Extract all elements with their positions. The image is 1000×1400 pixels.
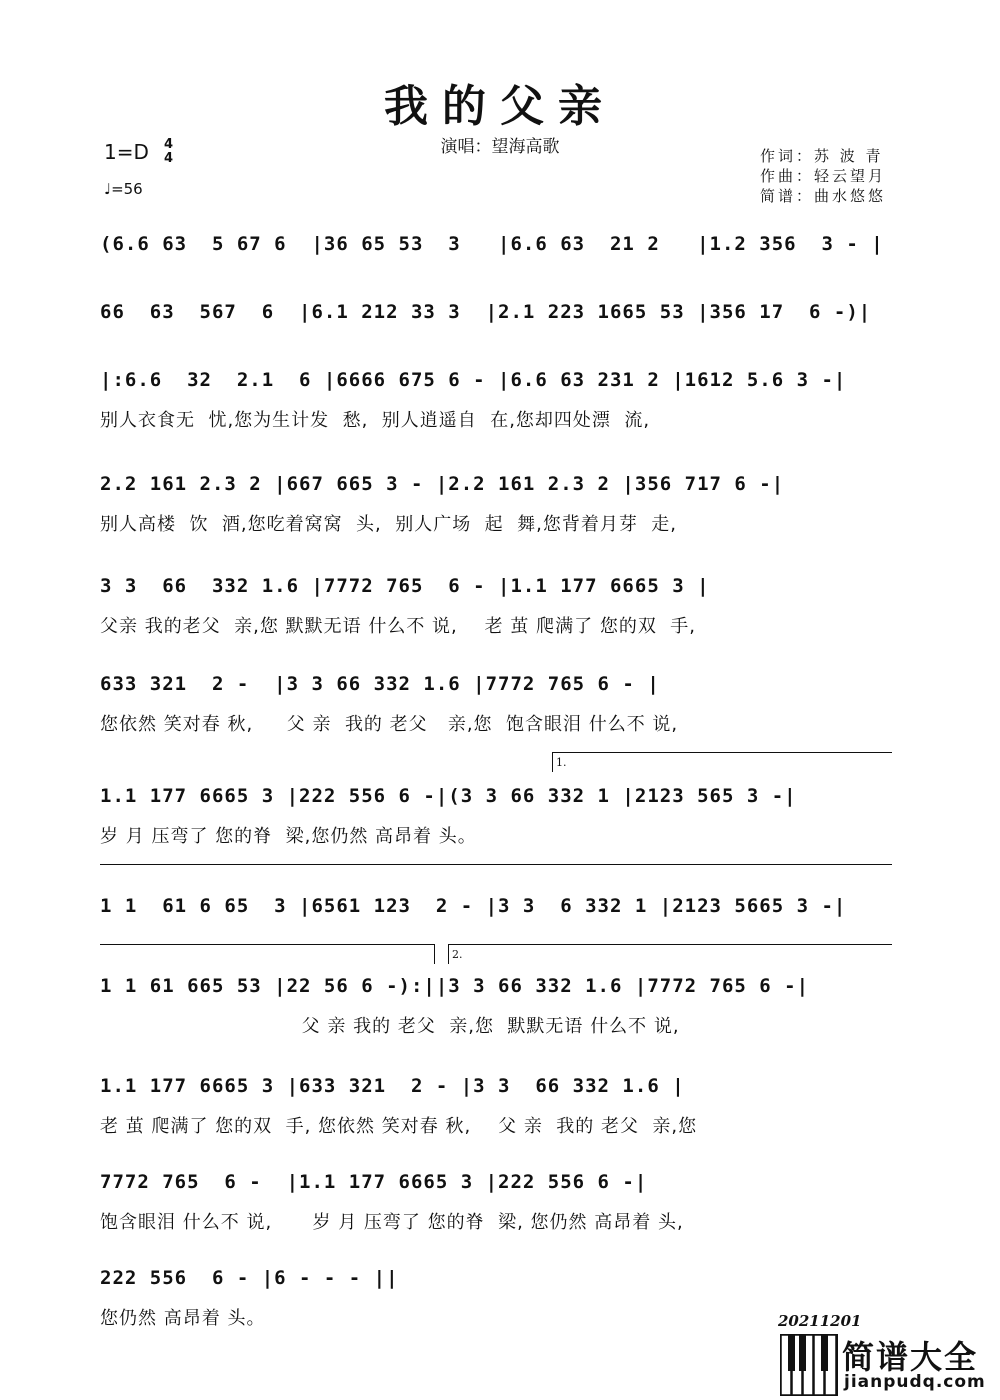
time-signature-bottom: 4 xyxy=(164,151,174,166)
composer-credit: 作曲：轻云望月 xyxy=(760,167,887,185)
score-row-6 xyxy=(100,670,900,735)
lyric-line: 岁 月 压弯了 您的脊 梁,您仍然 高昂着 头。 xyxy=(100,826,477,847)
notation-line: |:6.6 32 2.1 6 |6666 675 6 - |6.6 63 231 2 |1612 5.6 3 -| xyxy=(100,369,847,391)
volta-bracket-1-end-edge xyxy=(434,944,435,964)
score-row-9 xyxy=(100,972,900,1037)
lyric-line: 别人衣食无 忧,您为生计发 愁, 别人逍遥自 在,您却四处漂 流, xyxy=(100,410,651,431)
notation-line: 3 3 66 332 1.6 |7772 765 6 - |1.1 177 6665 3 | xyxy=(100,575,710,597)
notation-line: 222 556 6 - |6 - - - || xyxy=(100,1267,399,1289)
volta-label-1: 1. xyxy=(556,756,567,769)
time-signature xyxy=(164,138,173,166)
notation-line: 66 63 567 6 |6.1 212 33 3 |2.1 223 1665 53 |356 17 6 -)| xyxy=(100,301,872,323)
lyric-line: 您依然 笑对春 秋, 父 亲 我的 老父 亲,您 饱含眼泪 什么不 说, xyxy=(100,714,679,735)
piano-keys-icon xyxy=(780,1334,838,1396)
score-row-1 xyxy=(100,230,900,266)
score-row-3 xyxy=(100,366,900,431)
notation-line: 7772 765 6 - |1.1 177 6665 3 |222 556 6 -| xyxy=(100,1171,648,1193)
volta-bracket-2-edge xyxy=(448,944,449,964)
score-row-2 xyxy=(100,298,900,334)
volta-bracket-1-continued xyxy=(100,864,892,865)
lyric-line: 您仍然 高昂着 头。 xyxy=(100,1308,266,1329)
lyric-line: 别人高楼 饮 酒,您吃着窝窝 头, 别人广场 起 舞,您背着月芽 走, xyxy=(100,514,677,535)
logo-url[interactable]: jianpudq.com xyxy=(844,1372,986,1392)
volta-bracket-1 xyxy=(552,752,892,753)
volta-bracket-1-edge xyxy=(552,752,553,772)
singer-credit: 演唱：望海高歌 xyxy=(440,137,560,157)
volta-label-2: 2. xyxy=(452,948,463,961)
logo-text: 简谱大全 xyxy=(842,1338,979,1376)
lyric-line: 老 茧 爬满了 您的双 手, 您依然 笑对春 秋, 父 亲 我的 老父 亲,您 xyxy=(100,1116,698,1137)
volta-bracket-1-end xyxy=(100,944,434,945)
score-row-4 xyxy=(100,470,900,535)
notation-line: 1.1 177 6665 3 |222 556 6 -|(3 3 66 332 1 |2123 565 3 -| xyxy=(100,785,797,807)
score-title: 我的父亲 xyxy=(384,81,616,132)
lyric-line: 父亲 我的老父 亲,您 默默无语 什么不 说, 老 茧 爬满了 您的双 手, xyxy=(100,616,696,637)
notation-line: 1 1 61 6 65 3 |6561 123 2 - |3 3 6 332 1 |2123 5665 3 -| xyxy=(100,895,847,917)
credits-block xyxy=(760,146,886,206)
time-signature-top: 4 xyxy=(164,137,174,152)
notation-line: 2.2 161 2.3 2 |667 665 3 - |2.2 161 2.3 2 |356 717 6 -| xyxy=(100,473,785,495)
score-row-7 xyxy=(100,782,900,847)
lyric-line: 父 亲 我的 老父 亲,您 默默无语 什么不 说, xyxy=(100,1016,680,1037)
key-signature: 1=D xyxy=(104,140,149,164)
date-stamp: 20211201 xyxy=(778,1312,862,1330)
notation-line: 1 1 61 665 53 |22 56 6 -):||3 3 66 332 1.6 |7772 765 6 -| xyxy=(100,975,810,997)
notation-line: 1.1 177 6665 3 |633 321 2 - |3 3 66 332 1.6 | xyxy=(100,1075,685,1097)
volta-bracket-2 xyxy=(448,944,892,945)
lyricist-credit: 作词：苏 波 青 xyxy=(760,147,884,165)
notation-line: (6.6 63 5 67 6 |36 65 53 3 |6.6 63 21 2 |1.2 356 3 - | xyxy=(100,233,884,255)
site-logo[interactable] xyxy=(780,1332,998,1398)
score-row-11 xyxy=(100,1168,900,1233)
score-row-8 xyxy=(100,892,900,928)
score-row-10 xyxy=(100,1072,900,1137)
score-row-5 xyxy=(100,572,900,637)
notation-line: 633 321 2 - |3 3 66 332 1.6 |7772 765 6 - | xyxy=(100,673,660,695)
tempo-marking: ♩=56 xyxy=(104,180,143,198)
transcriber-credit: 简谱：曲水悠悠 xyxy=(760,187,887,205)
lyric-line: 饱含眼泪 什么不 说, 岁 月 压弯了 您的脊 梁, 您仍然 高昂着 头, xyxy=(100,1212,684,1233)
